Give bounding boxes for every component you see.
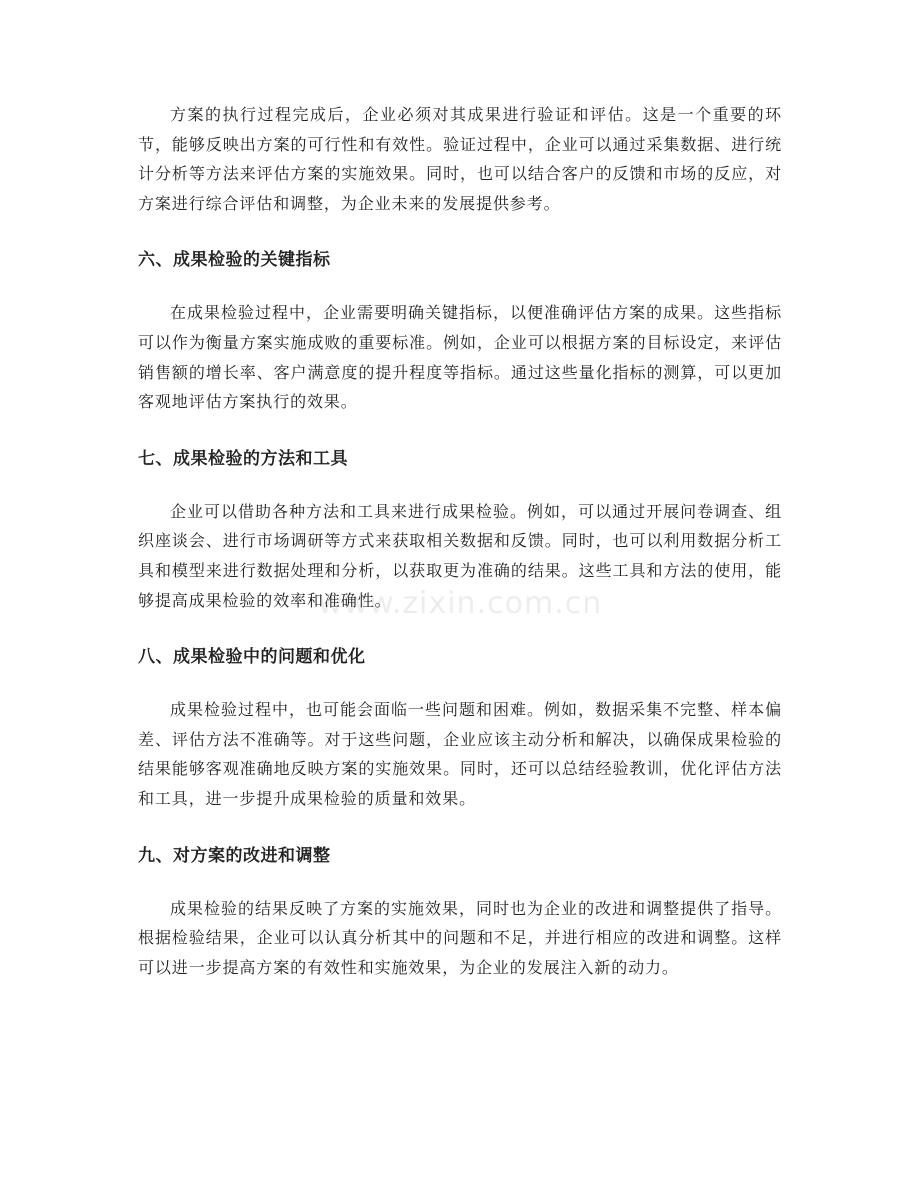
watermark: www.zixin.com.cn [318,586,603,621]
intro-paragraph: 方案的执行过程完成后，企业必须对其成果进行验证和评估。这是一个重要的环节，能够反映出方案的可行性和有效性。验证过程中，企业可以通过采集数据、进行统计分析等方法来评估方案的实施效果。同时，也可以结合客户的反馈和市场的反应，对方案进行综合评估和调整，为企业未来的发展提供参考。 [138,105,782,213]
section-body-8: 成果检验过程中，也可能会面临一些问题和困难。例如，数据采集不完整、样本偏差、评估方法不准确等。对于这些问题，企业应该主动分析和解决，以确保成果检验的结果能够客观准确地反映方案的实施效果。同时，还可以总结经验教训，优化评估方法和工具，进一步提升成果检验的质量和效果。 [138,700,782,808]
section-heading-7: 七、成果检验的方法和工具 [138,448,348,469]
section-heading-6: 六、成果检验的关键指标 [138,250,331,271]
section-body-9: 成果检验的结果反映了方案的实施效果，同时也为企业的改进和调整提供了指导。根据检验结果，企业可以认真分析其中的问题和不足，并进行相应的改进和调整。这样可以进一步提高方案的有效性和实施效果，为企业的发展注入新的动力。 [138,898,782,977]
section-heading-9: 九、对方案的改进和调整 [138,845,331,866]
section-body-6: 在成果检验过程中，企业需要明确关键指标，以便准确评估方案的成果。这些指标可以作为衡量方案实施成败的重要标准。例如，企业可以根据方案的目标设定，来评估销售额的增长率、客户满意度的提升程度等指标。通过这些量化指标的测算，可以更加客观地评估方案执行的效果。 [138,303,782,412]
section-body-7: 企业可以借助各种方法和工具来进行成果检验。例如，可以通过开展问卷调查、组织座谈会、进行市场调研等方式来获取相关数据和反馈。同时，也可以利用数据分析工具和模型来进行数据处理和分析，以获取更为准确的结果。这些工具和方法的使用，能够提高成果检验的效率和准确性。 [138,501,782,610]
section-heading-8: 八、成果检验中的问题和优化 [138,647,366,668]
document-body [138,100,782,982]
